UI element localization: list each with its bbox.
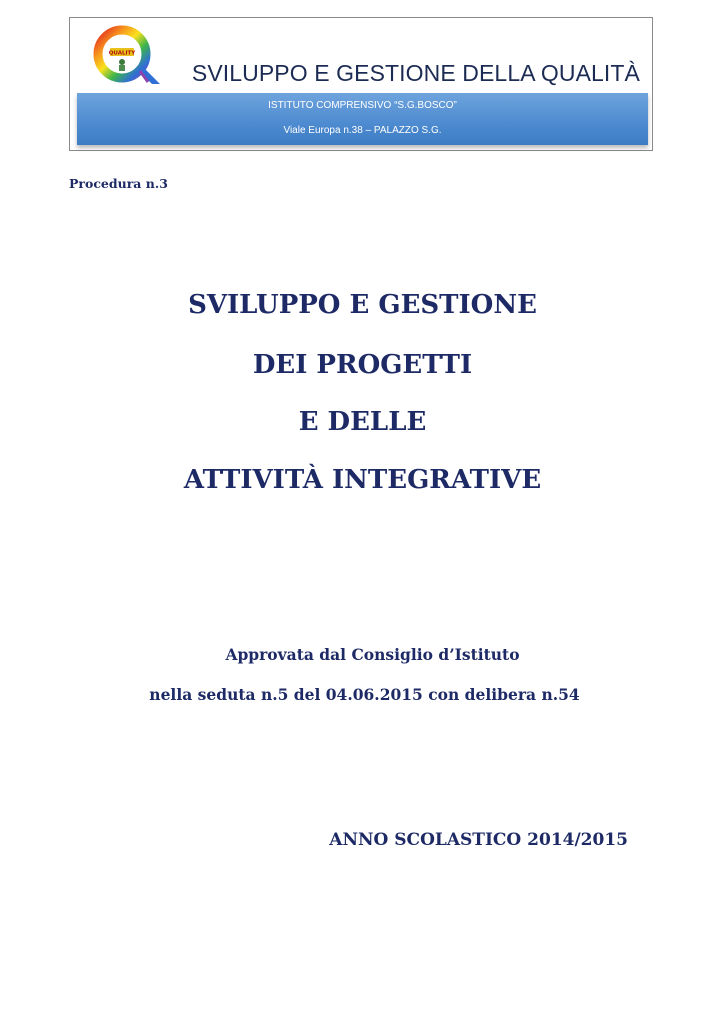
title-line-4: ATTIVITÀ INTEGRATIVE [183,465,542,495]
header-title: SVILUPPO E GESTIONE DELLA QUALITÀ [191,60,640,86]
title-line-2: DEI PROGETTI [252,350,473,380]
school-address: Viale Europa n.38 – PALAZZO S.G. [283,125,442,136]
school-info-band [77,93,648,145]
svg-text:QUALITY: QUALITY [108,50,136,57]
approval-line-1: Approvata dal Consiglio d’Istituto [225,645,520,664]
quality-logo-icon [90,24,162,86]
document-header [69,17,653,151]
procedure-number: Procedura n.3 [69,176,168,191]
school-name: ISTITUTO COMPRENSIVO “S.G.BOSCO” [268,100,457,111]
title-line-1: SVILUPPO E GESTIONE [188,290,537,320]
approval-line-2: nella seduta n.5 del 04.06.2015 con delibera n.54 [149,685,580,704]
school-year: ANNO SCOLASTICO 2014/2015 [329,830,628,850]
title-line-3: E DELLE [298,407,427,437]
